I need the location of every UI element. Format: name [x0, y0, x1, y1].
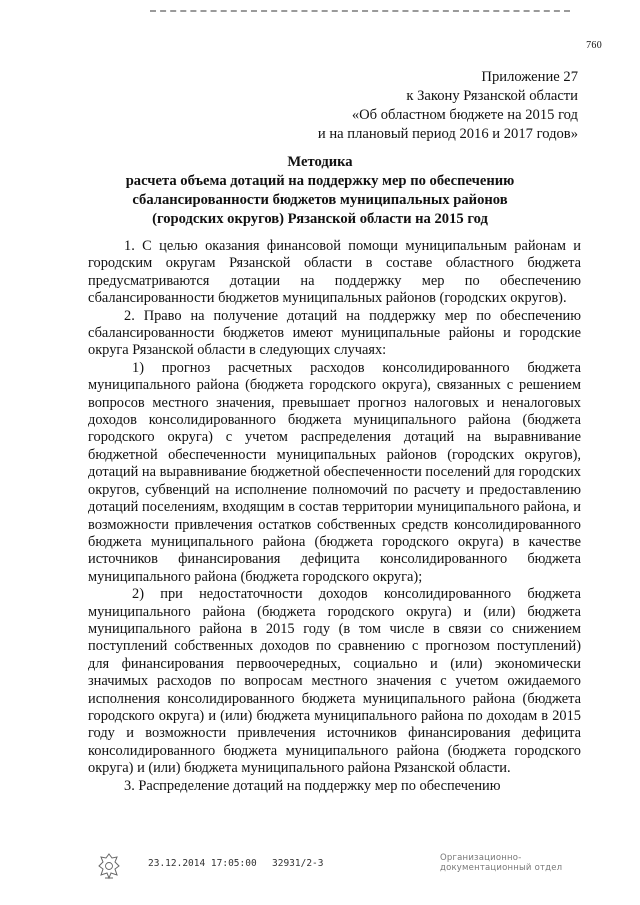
- department-line: документационный отдел: [440, 863, 563, 873]
- paragraph-2-item-2: 2) при недостаточности доходов консолидированного бюджета муниципального района (бюджета городского округа) и (или) бюджета муниципального района в 2015 году (в том числе в связи со снижением поступлений собственных доходов по сравнению с прогнозом поступлений) для финансирования первоочередных, социально и (или) экономически значимых расходов по вопросам местного значения с учетом ожидаемого исполнения консолидированного бюджета муниципального района (бюджета городского округа) и (или) бюджета муниципального района по доходам в 2015 году и возможности привлечения источников финансирования дефицита консолидированного бюджета муниципального района (бюджета городского округа) и (или) бюджета муниципального района Рязанской области.: [88, 586, 581, 777]
- appendix-line: к Закону Рязанской области: [406, 88, 578, 104]
- footer-document-code: 32931/2-3: [272, 858, 324, 869]
- coat-of-arms-icon: [96, 852, 122, 880]
- appendix-line: Приложение 27: [481, 69, 578, 85]
- footer-department-stamp: [440, 853, 590, 873]
- appendix-line: и на плановый период 2016 и 2017 годов»: [317, 126, 578, 142]
- appendix-block: [318, 68, 578, 144]
- heading-line: сбалансированности бюджетов муниципальных районов: [132, 192, 508, 208]
- paragraph-2: 2. Право на получение дотаций на поддержку мер по обеспечению сбалансированности бюджетов имеют муниципальные районы и городские округа Рязанской области в следующих случаях:: [88, 307, 581, 359]
- paragraph-2-item-1: 1) прогноз расчетных расходов консолидированного бюджета муниципального района (бюджета городского округа), связанных с решением вопросов местного значения, превышает прогноз налоговых и неналоговых доходов консолидированного бюджета муниципального района (бюджета городского округа) с учетом распределения дотаций на выравнивание бюджетной обеспеченности муниципальных районов (городских округов), дотаций на выравнивание бюджетной обеспеченности поселений для городских округов, субвенций на исполнение полномочий по расчету и предоставлению дотаций поселениям, входящим в состав территории муниципального района, и возможности привлечения остатков собственных средств консолидированного бюджета муниципального района (бюджета городского округа) в качестве источников финансирования дефицита консолидированного бюджета муниципального района (бюджета городского округа);: [88, 359, 581, 585]
- document-body: [88, 238, 581, 795]
- heading-line: расчета объема дотаций на поддержку мер по обеспечению: [125, 173, 515, 189]
- paragraph-1: 1. С целью оказания финансовой помощи муниципальным районам и городским округам Рязанской области в составе областного бюджета предусматриваются дотации на поддержку мер по обеспечению сбалансированности бюджетов муниципальных районов (городских округов).: [88, 238, 581, 307]
- document-heading: [120, 153, 520, 229]
- page-number: 760: [586, 40, 602, 51]
- footer-timestamp: 23.12.2014 17:05:00: [148, 858, 257, 869]
- scan-edge-line: [150, 10, 570, 12]
- heading-title: Методика: [287, 154, 353, 170]
- paragraph-3: 3. Распределение дотаций на поддержку мер по обеспечению: [124, 777, 501, 794]
- heading-line: (городских округов) Рязанской области на 2015 год: [152, 211, 488, 227]
- appendix-line: «Об областном бюджете на 2015 год: [351, 107, 578, 123]
- department-line: Организационно-: [440, 853, 522, 863]
